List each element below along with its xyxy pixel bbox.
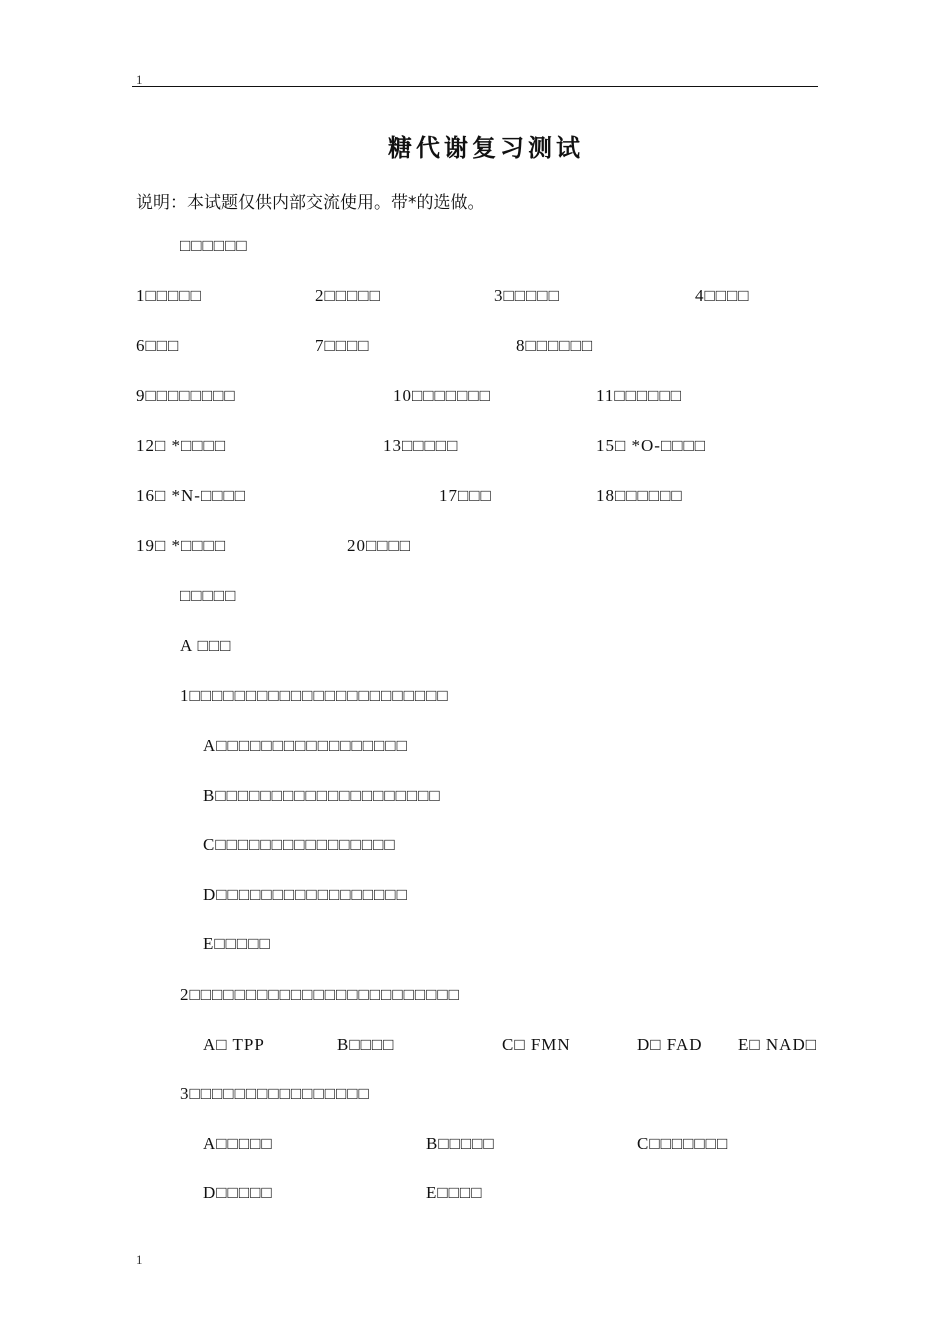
answer-option: E□□□□□	[203, 934, 271, 953]
term-item: 19□ *□□□□	[136, 536, 227, 555]
answer-option: D□ FAD	[637, 1035, 703, 1054]
question-stem: 1□□□□□□□□□□□□□□□□□□□□□□□	[180, 686, 449, 705]
question-stem: 3□□□□□□□□□□□□□□□□	[180, 1084, 370, 1103]
answer-option: A□□□□□	[203, 1134, 273, 1153]
answer-option: B□□□□□	[426, 1134, 495, 1153]
term-item: 13□□□□□	[383, 436, 459, 455]
term-item: 15□ *O-□□□□	[596, 436, 707, 455]
term-item: 7□□□□	[315, 336, 370, 355]
term-item: 18□□□□□□	[596, 486, 683, 505]
term-item: 6□□□	[136, 336, 180, 355]
section2-heading: □□□□□	[180, 586, 237, 605]
term-item: 4□□□□	[695, 286, 750, 305]
answer-option: D□□□□□	[203, 1183, 273, 1202]
term-item: 12□ *□□□□	[136, 436, 227, 455]
header-rule	[132, 86, 818, 87]
answer-option: B□□□□	[337, 1035, 395, 1054]
term-item: 17□□□	[439, 486, 492, 505]
footer-page-number: 1	[136, 1252, 143, 1267]
term-item: 3□□□□□	[494, 286, 560, 305]
answer-option: C□□□□□□□□□□□□□□□□	[203, 835, 396, 854]
term-item: 1□□□□□	[136, 286, 202, 305]
term-item: 11□□□□□□	[596, 386, 682, 405]
term-item: 20□□□□	[347, 536, 412, 555]
document-title: 糖代谢复习测试	[388, 133, 584, 162]
answer-option: E□ NAD□	[738, 1035, 818, 1054]
section1-heading: □□□□□□	[180, 236, 248, 255]
document-note: 说明：本试题仅供内部交流使用。带*的选做。	[136, 193, 485, 213]
header-page-number: 1	[136, 72, 143, 87]
term-item: 9□□□□□□□□	[136, 386, 236, 405]
term-item: 2□□□□□	[315, 286, 381, 305]
term-item: 8□□□□□□	[516, 336, 594, 355]
answer-option: C□□□□□□□	[637, 1134, 729, 1153]
answer-option: C□ FMN	[502, 1035, 571, 1054]
answer-option: E□□□□	[426, 1183, 483, 1202]
answer-option: B□□□□□□□□□□□□□□□□□□□□	[203, 786, 441, 805]
question-type-heading: A □□□	[180, 636, 232, 655]
answer-option: D□□□□□□□□□□□□□□□□□	[203, 885, 408, 904]
answer-option: A□ TPP	[203, 1035, 265, 1054]
term-item: 16□ *N-□□□□	[136, 486, 247, 505]
answer-option: A□□□□□□□□□□□□□□□□□	[203, 736, 408, 755]
term-item: 10□□□□□□□	[393, 386, 491, 405]
question-stem: 2□□□□□□□□□□□□□□□□□□□□□□□□	[180, 985, 460, 1004]
